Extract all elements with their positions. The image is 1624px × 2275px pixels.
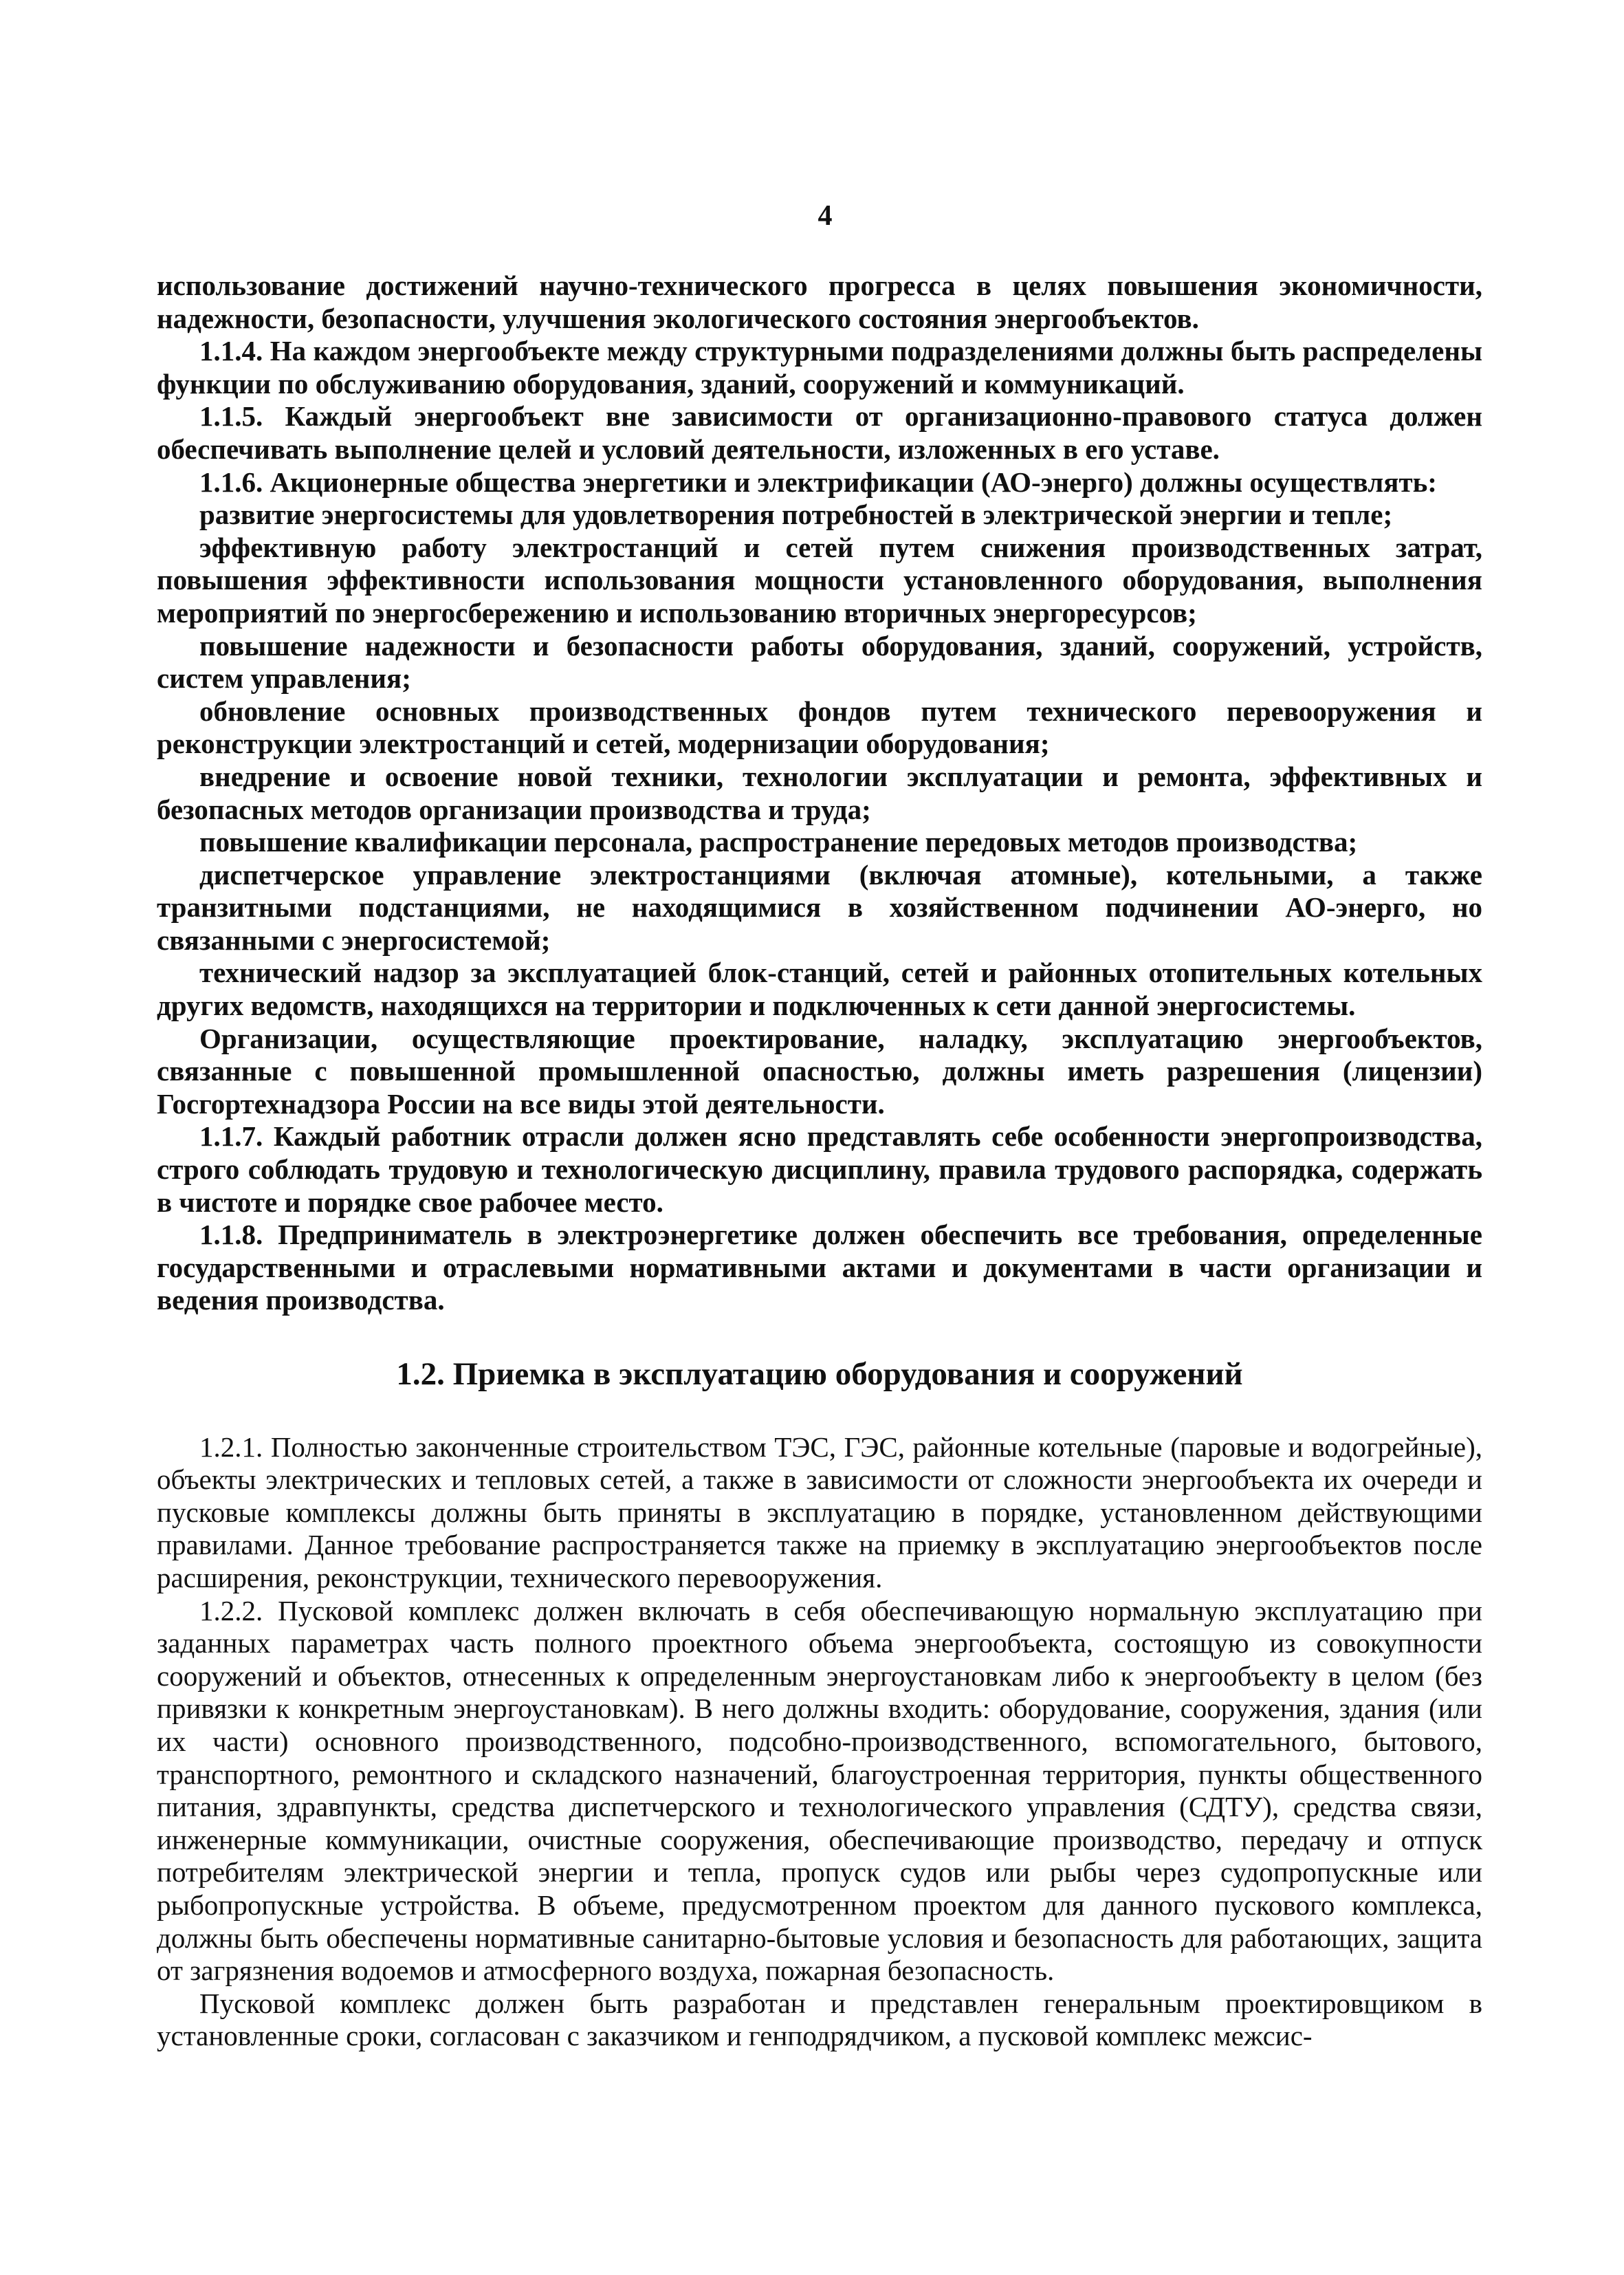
paragraph: Пусковой комплекс должен быть разработан и представлен генеральным проектировщиком в установленные сроки, согласован с заказчиком и генподрядчиком, а пусковой комплекс межсис-: [157, 1987, 1482, 2052]
paragraph: использование достижений научно-технического прогресса в целях повышения экономичности, надежности, безопасности, улучшения экологического состояния энергообъектов.: [157, 270, 1482, 334]
page-number: 4: [818, 200, 833, 232]
paragraph: технический надзор за эксплуатацией блок-станций, сетей и районных отопительных котельных других ведомств, находящихся на территории и подключенных к сети данной энергосистемы.: [157, 957, 1482, 1022]
paragraph: развитие энергосистемы для удовлетворения потребностей в электрической энергии и тепле;: [199, 499, 1393, 531]
paragraph: повышение надежности и безопасности работы оборудования, зданий, сооружений, устройств, систем управления;: [157, 629, 1482, 695]
section-1-1-paragraphs: [157, 270, 1482, 1317]
paragraph: 1.1.7. Каждый работник отрасли должен ясно представлять себе особенности энергопроизводства, строго соблюдать трудовую и технологическую дисциплину, правила трудового распорядка, содержать в чистоте и порядке свое рабочее место.: [157, 1120, 1482, 1218]
section-1-2-paragraphs: [157, 1431, 1482, 2053]
paragraph: внедрение и освоение новой техники, технологии эксплуатации и ремонта, эффективных и безопасных методов организации производства и труда;: [157, 760, 1482, 825]
paragraph: эффективную работу электростанций и сетей путем снижения производственных затрат, повышения эффективности использования мощности установленного оборудования, выполнения мероприятий по энергосбережению и использованию вторичных энергоресурсов;: [157, 531, 1482, 629]
paragraph: 1.1.4. На каждом энергообъекте между структурными подразделениями должны быть распределены функции по обслуживанию оборудования, зданий, сооружений и коммуникаций.: [157, 335, 1482, 400]
paragraph: обновление основных производственных фондов путем технического перевооружения и реконструкции электростанций и сетей, модернизации оборудования;: [157, 695, 1482, 760]
paragraph: 1.2.2. Пусковой комплекс должен включать в себя обеспечивающую нормальную эксплуатацию при заданных параметрах часть полного проектного объема энергообъекта, состоящую из совокупности сооружений и объектов, отнесенных к определенным энергоустановкам либо к энергообъекту в целом (без привязки к конкретным энергоустановкам). В него должны входить: оборудование, сооружения, здания (или их части) основного производственного, подсобно-производственного, вспомогательного, бытового, транспортного, ремонтного и складского назначений, благоустроенная территория, пункты общественного питания, здравпункты, средства диспетчерского и технологического управления (СДТУ), средства связи, инженерные коммуникации, очистные сооружения, обеспечивающие производство, передачу и отпуск потребителям электрической энергии и тепла, пропуск судов или рыбы через судопропускные или рыбопропускные устройства. В объеме, предусмотренном проектом для данного пускового комплекса, должны быть обеспечены нормативные санитарно-бытовые условия и безопасность для работающих, защита от загрязнения водоемов и атмосферного воздуха, пожарная безопасность.: [157, 1594, 1482, 1987]
paragraph: 1.1.6. Акционерные общества энергетики и электрификации (АО-энерго) должны осуществлять:: [199, 466, 1437, 498]
body-text: [157, 270, 1482, 2053]
paragraph: 1.1.5. Каждый энергообъект вне зависимости от организационно-правового статуса должен обеспечивать выполнение целей и условий деятельности, изложенных в его уставе.: [157, 400, 1482, 465]
paragraph: 1.1.8. Предприниматель в электроэнергетике должен обеспечить все требования, определенные государственными и отраслевыми нормативными актами и документами в части организации и ведения производства.: [157, 1219, 1482, 1316]
section-heading: 1.2. Приемка в эксплуатацию оборудования и сооружений: [396, 1356, 1243, 1392]
paragraph: диспетчерское управление электростанциями (включая атомные), котельными, а также транзитными подстанциями, не находящимися в хозяйственном подчинении АО-энерго, но связанными с энергосистемой;: [157, 858, 1482, 956]
paragraph: 1.2.1. Полностью законченные строительством ТЭС, ГЭС, районные котельные (паровые и водогрейные), объекты электрических и тепловых сетей, а также в зависимости от сложности энергообъекта их очереди и пусковые комплексы должны быть приняты в эксплуатацию в порядке, установленном действующими правилами. Данное требование распространяется также на приемку в эксплуатацию энергообъектов после расширения, реконструкции, технического перевооружения.: [157, 1430, 1482, 1593]
paragraph: повышение квалификации персонала, распространение передовых методов производства;: [199, 826, 1358, 858]
paragraph: Организации, осуществляющие проектирование, наладку, эксплуатацию энергообъектов, связанные с повышенной промышленной опасностью, должны иметь разрешения (лицензии) Госгортехнадзора России на все виды этой деятельности.: [157, 1022, 1482, 1120]
